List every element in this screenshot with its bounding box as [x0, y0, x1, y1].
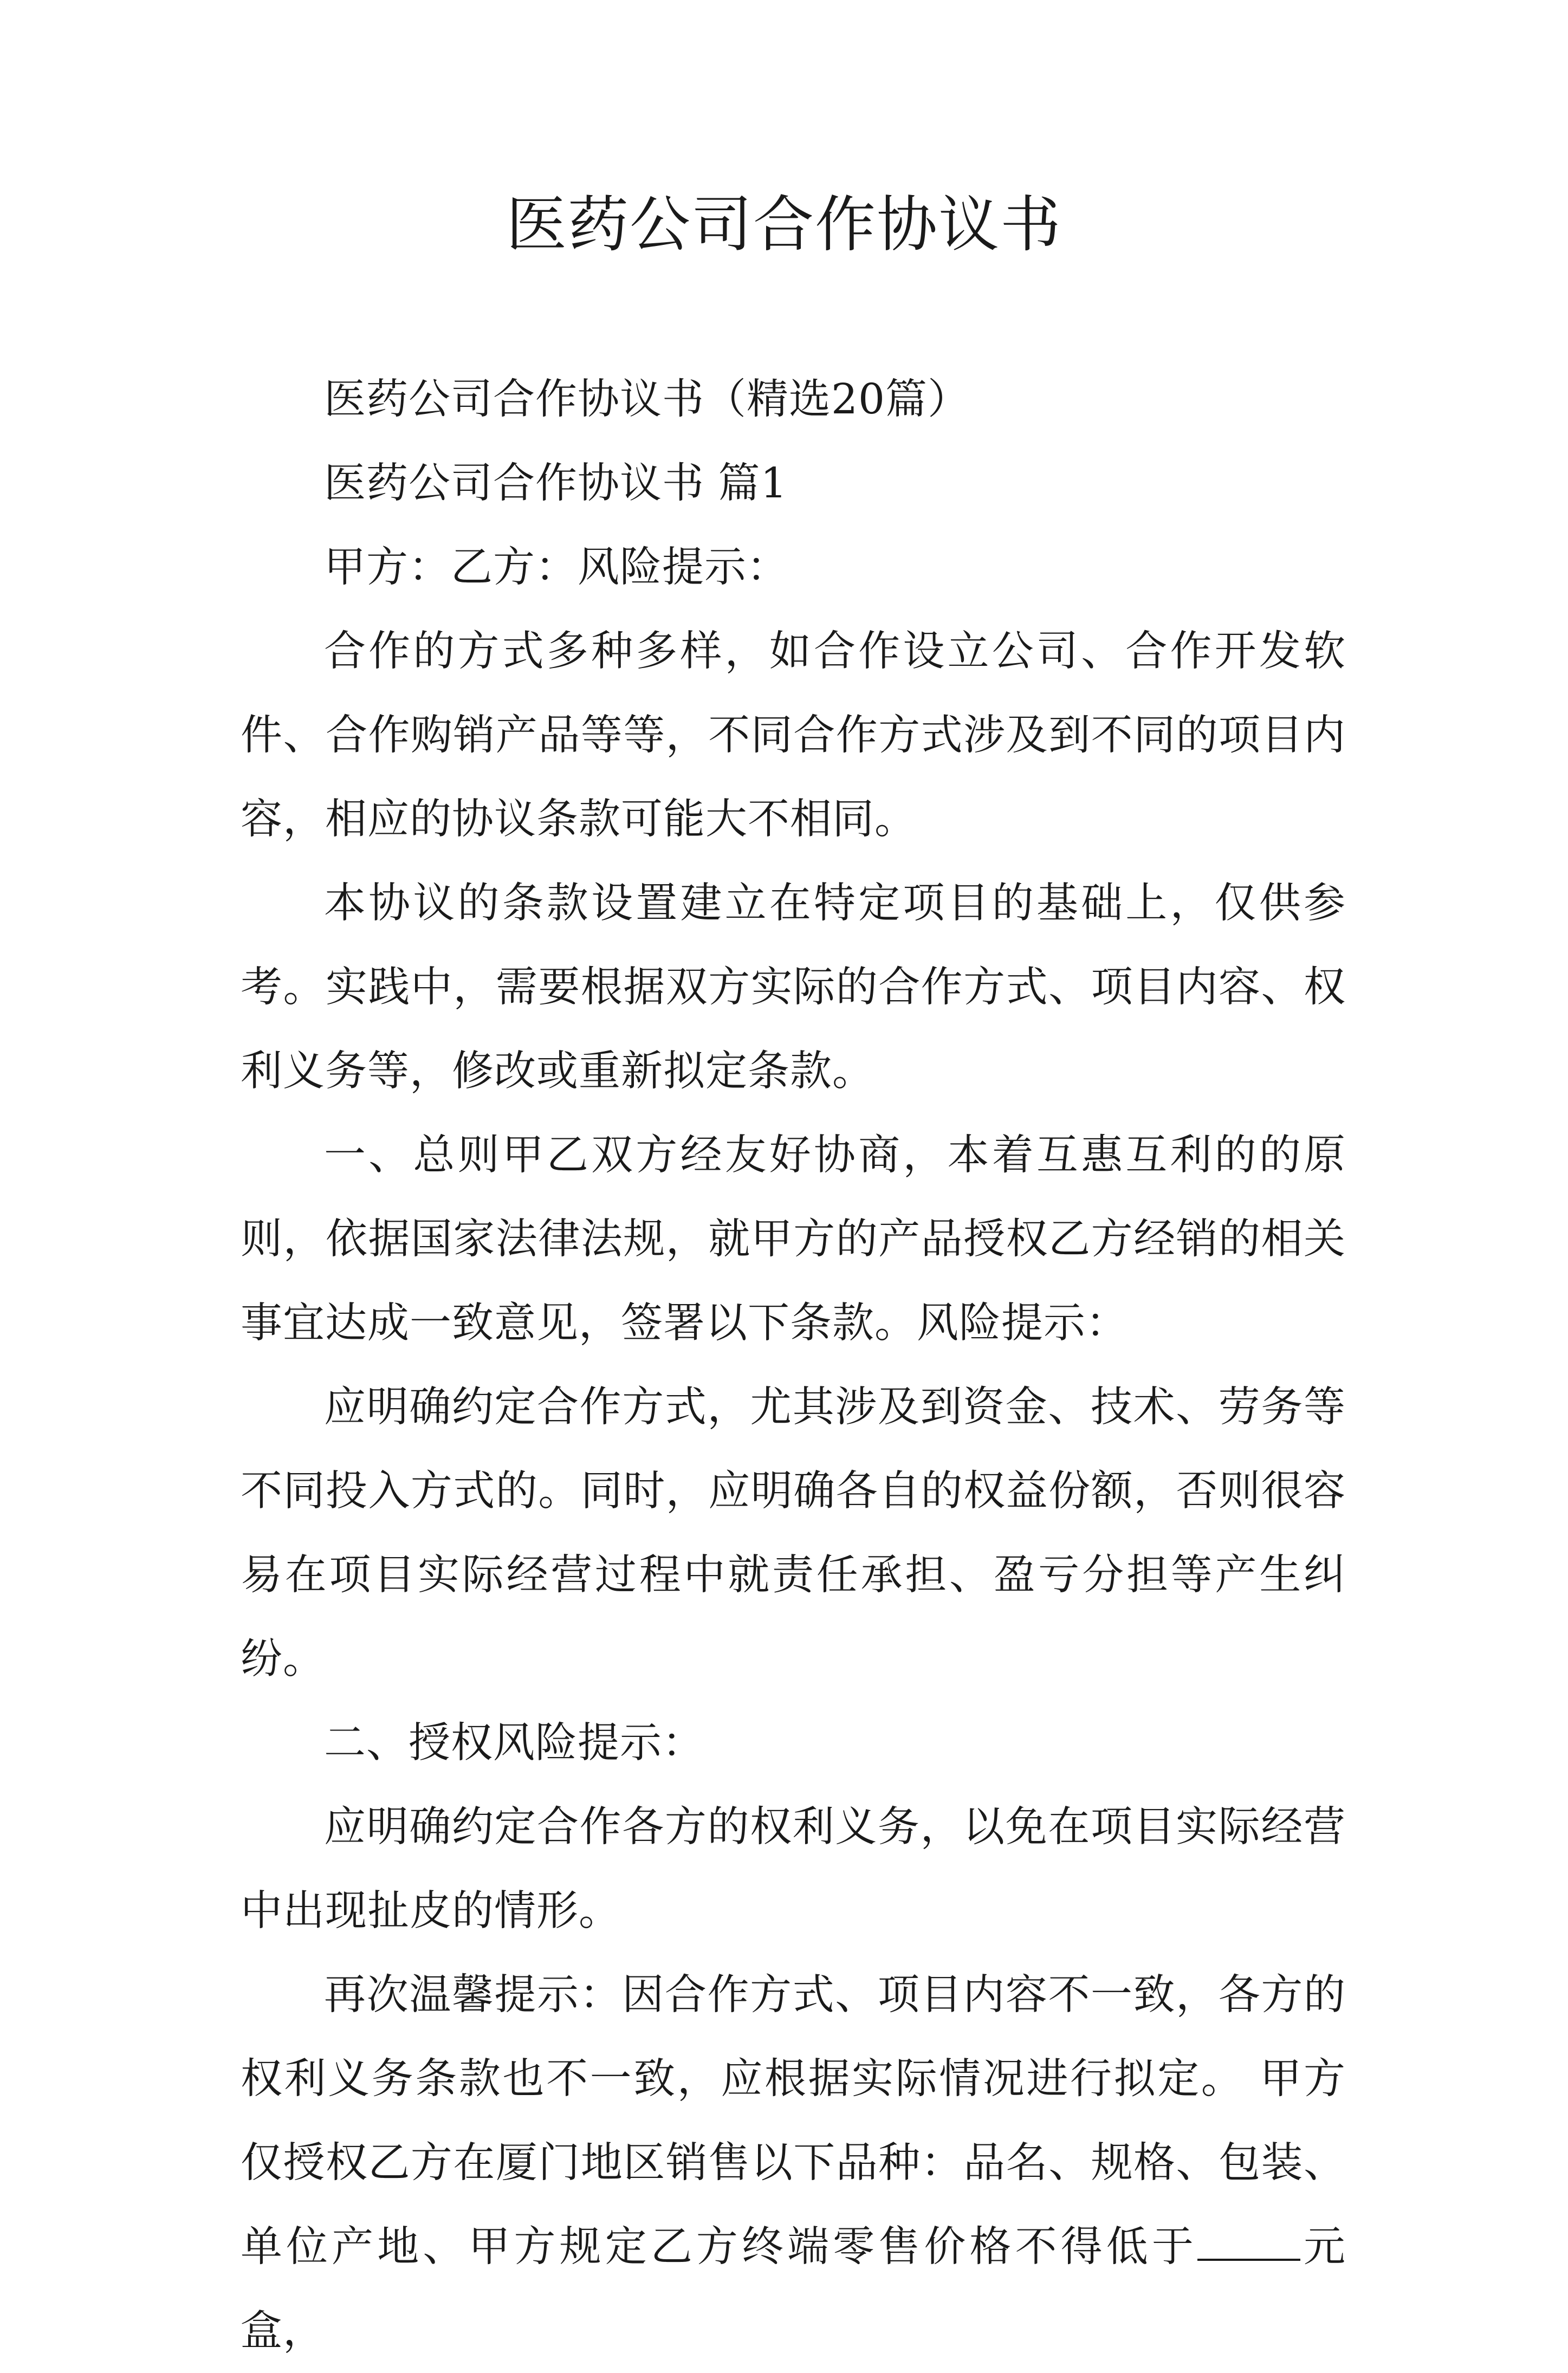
- document-title: 医药公司合作协议书: [506, 190, 1062, 260]
- authorization-terms-suffix: 元盒，: [241, 2223, 1346, 2355]
- paragraph-authorization-terms: [241, 1953, 1346, 2373]
- paragraph-cooperation-risk: 应明确约定合作方式，尤其涉及到资金、技术、劳务等不同投入方式的。同时，应明确各自的权益份额，否则很容易在项目实际经营过程中就责任承担、盈亏分担等产生纠纷。: [241, 1383, 1346, 1683]
- paragraph-cooperation-methods: 合作的方式多种多样，如合作设立公司、合作开发软件、合作购销产品等等，不同合作方式涉及到不同的项目内容，相应的协议条款可能大不相同。: [241, 627, 1346, 844]
- paragraph-general-principles: 一、总则甲乙双方经友好协商，本着互惠互利的的原则，依据国家法律法规，就甲方的产品授权乙方经销的相关事宜达成一致意见，签署以下条款。风险提示：: [241, 1131, 1346, 1347]
- document-body: [241, 358, 1346, 2373]
- paragraph-authorization-heading: 二、授权风险提示：: [324, 1719, 704, 1767]
- paragraph-parties: 甲方：乙方：风险提示：: [324, 543, 789, 592]
- paragraph-subtitle: 医药公司合作协议书（精选20篇）: [324, 375, 970, 424]
- authorization-terms-text: 再次温馨提示：因合作方式、项目内容不一致，各方的权利义务条款也不一致，应根据实际情况进行拟定。 甲方仅授权乙方在厦门地区销售以下品种：品名、规格、包装、单位产地、甲方规定乙方终端零售价格不得低于: [241, 1971, 1346, 2271]
- paragraph-chapter-heading: 医药公司合作协议书 篇1: [324, 459, 788, 508]
- paragraph-reference-note: 本协议的条款设置建立在特定项目的基础上，仅供参考。实践中，需要根据双方实际的合作方式、项目内容、权利义务等，修改或重新拟定条款。: [241, 879, 1346, 1095]
- price-blank-line: [1197, 2226, 1300, 2261]
- paragraph-rights-obligations: 应明确约定合作各方的权利义务，以免在项目实际经营中出现扯皮的情形。: [241, 1803, 1346, 1935]
